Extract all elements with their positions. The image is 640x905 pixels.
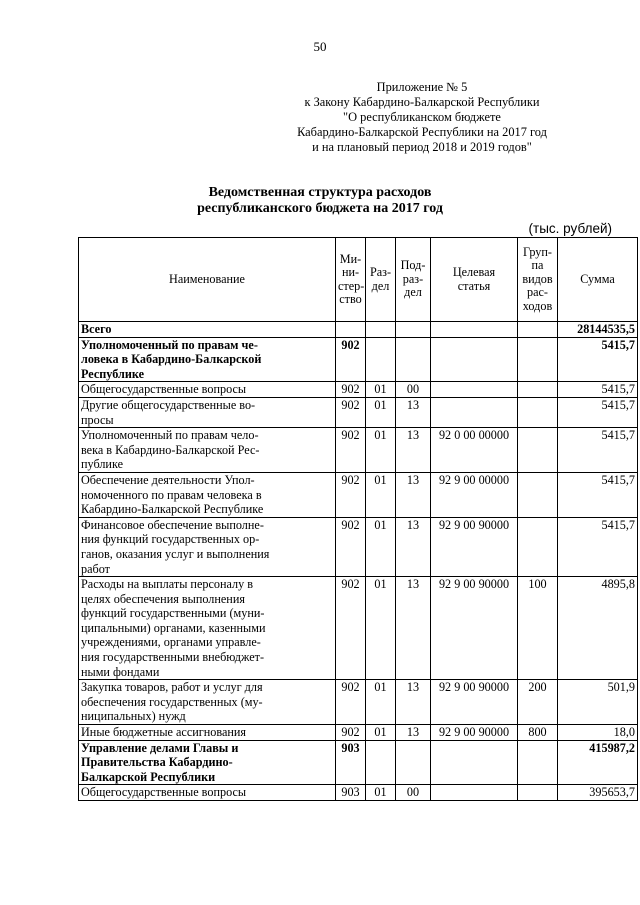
table-row xyxy=(79,740,638,785)
cell-ministry: 902 xyxy=(336,382,366,398)
cell-section: 01 xyxy=(366,382,396,398)
cell-section xyxy=(366,337,396,382)
table-row xyxy=(79,680,638,725)
budget-table xyxy=(78,237,638,801)
appendix-line: и на плановый период 2018 и 2019 годов" xyxy=(312,140,532,154)
cell-section xyxy=(366,740,396,785)
cell-name: Управление делами Главы и Правительства Кабардино- Балкарской Республики xyxy=(79,740,336,785)
cell-ministry xyxy=(336,322,366,338)
cell-group: 800 xyxy=(518,725,558,741)
cell-group xyxy=(518,472,558,517)
cell-ministry: 902 xyxy=(336,680,366,725)
table-row xyxy=(79,337,638,382)
table-row xyxy=(79,428,638,473)
cell-group xyxy=(518,740,558,785)
cell-sum: 395653,7 xyxy=(558,785,638,801)
cell-group xyxy=(518,428,558,473)
appendix-line: Приложение № 5 xyxy=(376,80,468,94)
cell-sum: 5415,7 xyxy=(558,382,638,398)
cell-subsection xyxy=(396,740,431,785)
cell-name: Обеспечение деятельности Упол- номоченного по правам человека в Кабардино-Балкарской Республике xyxy=(79,472,336,517)
cell-ministry: 902 xyxy=(336,472,366,517)
appendix-line: к Закону Кабардино-Балкарской Республики xyxy=(304,95,540,109)
cell-subsection: 13 xyxy=(396,577,431,680)
cell-name: Всего xyxy=(79,322,336,338)
header-section: Раз- дел xyxy=(366,238,396,322)
cell-target xyxy=(431,337,518,382)
cell-target xyxy=(431,785,518,801)
table-row xyxy=(79,397,638,427)
cell-ministry: 902 xyxy=(336,428,366,473)
cell-section: 01 xyxy=(366,725,396,741)
cell-ministry: 902 xyxy=(336,517,366,576)
cell-target: 92 9 00 90000 xyxy=(431,680,518,725)
cell-subsection xyxy=(396,337,431,382)
cell-section: 01 xyxy=(366,517,396,576)
appendix-line: "О республиканском бюджете xyxy=(343,110,501,124)
cell-sum: 4895,8 xyxy=(558,577,638,680)
cell-subsection: 13 xyxy=(396,472,431,517)
cell-target xyxy=(431,382,518,398)
cell-section: 01 xyxy=(366,577,396,680)
cell-ministry: 902 xyxy=(336,577,366,680)
cell-subsection: 13 xyxy=(396,725,431,741)
cell-sum: 5415,7 xyxy=(558,428,638,473)
cell-target xyxy=(431,322,518,338)
header-name: Наименование xyxy=(79,238,336,322)
table-row xyxy=(79,322,638,338)
cell-section: 01 xyxy=(366,397,396,427)
cell-name: Закупка товаров, работ и услуг для обеспечения государственных (му- ниципальных) нужд xyxy=(79,680,336,725)
cell-subsection: 00 xyxy=(396,382,431,398)
cell-name: Другие общегосударственные во- просы xyxy=(79,397,336,427)
cell-name: Общегосударственные вопросы xyxy=(79,785,336,801)
cell-target xyxy=(431,740,518,785)
cell-sum: 5415,7 xyxy=(558,472,638,517)
cell-target: 92 9 00 90000 xyxy=(431,517,518,576)
cell-target: 92 9 00 90000 xyxy=(431,577,518,680)
cell-sum: 18,0 xyxy=(558,725,638,741)
cell-group xyxy=(518,337,558,382)
cell-sum: 415987,2 xyxy=(558,740,638,785)
cell-subsection: 13 xyxy=(396,397,431,427)
cell-sum: 5415,7 xyxy=(558,397,638,427)
header-subsection: Под- раз- дел xyxy=(396,238,431,322)
cell-target: 92 9 00 90000 xyxy=(431,725,518,741)
cell-group xyxy=(518,785,558,801)
header-group: Груп- па видов рас- ходов xyxy=(518,238,558,322)
units-label: (тыс. рублей) xyxy=(528,221,612,236)
cell-target: 92 9 00 00000 xyxy=(431,472,518,517)
cell-sum: 5415,7 xyxy=(558,517,638,576)
cell-sum: 501,9 xyxy=(558,680,638,725)
cell-name: Уполномоченный по правам чело- века в Кабардино-Балкарской Рес- публике xyxy=(79,428,336,473)
cell-section: 01 xyxy=(366,428,396,473)
appendix-header xyxy=(232,80,612,155)
cell-ministry: 903 xyxy=(336,740,366,785)
table-body xyxy=(79,322,638,801)
cell-sum: 5415,7 xyxy=(558,337,638,382)
cell-ministry: 902 xyxy=(336,337,366,382)
cell-group xyxy=(518,382,558,398)
cell-name: Иные бюджетные ассигнования xyxy=(79,725,336,741)
cell-section: 01 xyxy=(366,785,396,801)
table-row xyxy=(79,725,638,741)
cell-ministry: 902 xyxy=(336,397,366,427)
document-title xyxy=(0,185,640,217)
table-row xyxy=(79,577,638,680)
cell-group xyxy=(518,517,558,576)
cell-group xyxy=(518,322,558,338)
cell-subsection: 13 xyxy=(396,680,431,725)
cell-subsection: 13 xyxy=(396,428,431,473)
cell-target xyxy=(431,397,518,427)
cell-ministry: 902 xyxy=(336,725,366,741)
cell-name: Общегосударственные вопросы xyxy=(79,382,336,398)
cell-group xyxy=(518,397,558,427)
title-line: республиканского бюджета на 2017 год xyxy=(197,201,443,216)
cell-section: 01 xyxy=(366,680,396,725)
cell-target: 92 0 00 00000 xyxy=(431,428,518,473)
table-row xyxy=(79,785,638,801)
table-row xyxy=(79,382,638,398)
cell-section: 01 xyxy=(366,472,396,517)
table-row xyxy=(79,472,638,517)
cell-subsection: 00 xyxy=(396,785,431,801)
appendix-line: Кабардино-Балкарской Республики на 2017 год xyxy=(297,125,547,139)
header-ministry: Ми- ни- стер- ство xyxy=(336,238,366,322)
cell-subsection xyxy=(396,322,431,338)
table-header-row xyxy=(79,238,638,322)
cell-name: Финансовое обеспечение выполне- ния функций государственных ор- ганов, оказания услуг и выполнения работ xyxy=(79,517,336,576)
cell-sum: 28144535,5 xyxy=(558,322,638,338)
cell-group: 100 xyxy=(518,577,558,680)
cell-group: 200 xyxy=(518,680,558,725)
cell-ministry: 903 xyxy=(336,785,366,801)
cell-name: Расходы на выплаты персоналу в целях обеспечения выполнения функций государственными (муни- ципальными) органами, казенными учреждениями, органами управле- ния государственными внебюджет- ными фондами xyxy=(79,577,336,680)
page-number: 50 xyxy=(313,39,327,54)
header-target: Целевая статья xyxy=(431,238,518,322)
title-line: Ведомственная структура расходов xyxy=(208,185,432,200)
table-row xyxy=(79,517,638,576)
cell-name: Уполномоченный по правам че- ловека в Кабардино-Балкарской Республике xyxy=(79,337,336,382)
cell-subsection: 13 xyxy=(396,517,431,576)
cell-section xyxy=(366,322,396,338)
header-sum: Сумма xyxy=(558,238,638,322)
